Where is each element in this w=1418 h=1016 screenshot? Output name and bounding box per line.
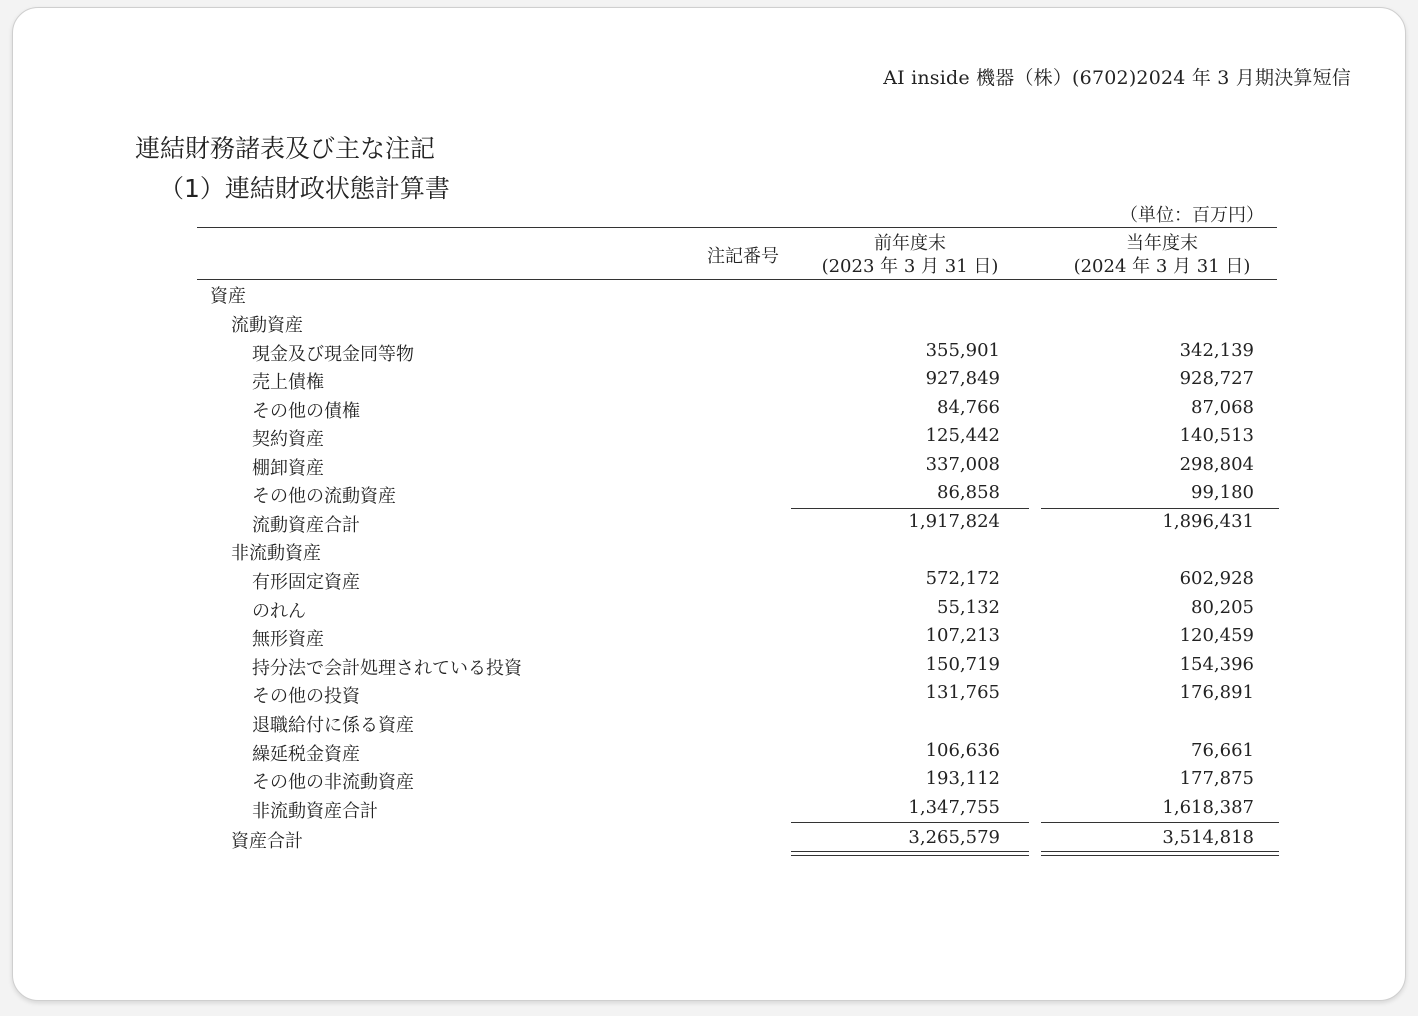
prior-year-value: 125,442 bbox=[925, 425, 1000, 446]
prior-year-value: 572,172 bbox=[925, 568, 1000, 589]
prior-year-value: 193,112 bbox=[925, 768, 1000, 789]
total-double-rule bbox=[791, 851, 1029, 856]
subtotal-rule bbox=[1041, 822, 1279, 823]
row-label: その他の流動資産 bbox=[252, 486, 396, 507]
prior-year-value: 1,917,824 bbox=[908, 511, 1000, 532]
prior-year-value: 55,132 bbox=[937, 597, 1000, 618]
current-year-value: 80,205 bbox=[1191, 597, 1254, 618]
prior-year-value: 337,008 bbox=[925, 454, 1000, 475]
current-year-value: 1,618,387 bbox=[1162, 797, 1254, 818]
table-row bbox=[197, 480, 1277, 508]
table-row bbox=[197, 825, 1277, 853]
column-header-prior-year-label: 前年度末 bbox=[874, 233, 946, 254]
column-header-note: 注記番号 bbox=[707, 246, 779, 267]
row-label: 資産 bbox=[210, 286, 246, 307]
row-label: 無形資産 bbox=[252, 629, 324, 650]
table-row bbox=[197, 738, 1277, 766]
table-top-rule bbox=[197, 227, 1277, 228]
table-row bbox=[197, 280, 1277, 308]
current-year-value: 154,396 bbox=[1179, 654, 1254, 675]
row-label: 非流動資産 bbox=[231, 543, 321, 564]
table-row bbox=[197, 623, 1277, 651]
table-row bbox=[197, 423, 1277, 451]
prior-year-value: 927,849 bbox=[925, 368, 1000, 389]
row-label: 棚卸資産 bbox=[252, 458, 324, 479]
row-label: その他の非流動資産 bbox=[252, 772, 414, 793]
row-label: その他の投資 bbox=[252, 686, 360, 707]
row-label: 流動資産 bbox=[231, 315, 303, 336]
table-row bbox=[197, 709, 1277, 737]
table-row bbox=[197, 795, 1277, 823]
prior-year-value: 107,213 bbox=[925, 625, 1000, 646]
row-label: 資産合計 bbox=[231, 831, 303, 852]
row-label: その他の債権 bbox=[252, 401, 360, 422]
current-year-value: 3,514,818 bbox=[1162, 827, 1254, 848]
prior-year-value: 150,719 bbox=[925, 654, 1000, 675]
document-page bbox=[12, 7, 1406, 1001]
column-header-current-year-date: (2024 年 3 月 31 日) bbox=[1073, 256, 1251, 277]
column-header-prior-year bbox=[791, 232, 1029, 278]
table-row bbox=[197, 595, 1277, 623]
row-label: 現金及び現金同等物 bbox=[252, 344, 414, 365]
section-title: 連結財務諸表及び主な注記 bbox=[135, 134, 436, 163]
current-year-value: 120,459 bbox=[1179, 625, 1254, 646]
row-label: のれん bbox=[252, 601, 306, 622]
prior-year-value: 131,765 bbox=[925, 682, 1000, 703]
table-row bbox=[197, 766, 1277, 794]
subtotal-rule bbox=[791, 822, 1029, 823]
row-label: 有形固定資産 bbox=[252, 572, 360, 593]
prior-year-value: 3,265,579 bbox=[908, 827, 1000, 848]
table-row bbox=[197, 509, 1277, 537]
table-row bbox=[197, 338, 1277, 366]
statement-title: （1）連結財政状態計算書 bbox=[159, 174, 450, 203]
current-year-value: 140,513 bbox=[1179, 425, 1254, 446]
current-year-value: 87,068 bbox=[1191, 397, 1254, 418]
prior-year-value: 1,347,755 bbox=[908, 797, 1000, 818]
table-row bbox=[197, 309, 1277, 337]
current-year-value: 298,804 bbox=[1179, 454, 1254, 475]
row-label: 持分法で会計処理されている投資 bbox=[252, 658, 522, 679]
current-year-value: 1,896,431 bbox=[1162, 511, 1254, 532]
table-row bbox=[197, 680, 1277, 708]
table-row bbox=[197, 566, 1277, 594]
row-label: 流動資産合計 bbox=[252, 515, 360, 536]
current-year-value: 76,661 bbox=[1191, 740, 1254, 761]
row-label: 繰延税金資産 bbox=[252, 744, 360, 765]
prior-year-value: 86,858 bbox=[937, 482, 1000, 503]
prior-year-value: 84,766 bbox=[937, 397, 1000, 418]
row-label: 契約資産 bbox=[252, 429, 324, 450]
table-row bbox=[197, 366, 1277, 394]
current-year-value: 928,727 bbox=[1179, 368, 1254, 389]
total-double-rule bbox=[1041, 851, 1279, 856]
column-header-current-year-label: 当年度末 bbox=[1126, 233, 1198, 254]
prior-year-value: 355,901 bbox=[925, 340, 1000, 361]
unit-note: （単位：百万円） bbox=[1120, 205, 1264, 226]
company-header: AI inside 機器（株）(6702)2024 年 3 月期決算短信 bbox=[883, 67, 1351, 89]
row-label: 売上債権 bbox=[252, 372, 324, 393]
row-label: 退職給付に係る資産 bbox=[252, 715, 414, 736]
table-row bbox=[197, 452, 1277, 480]
column-header-prior-year-date: (2023 年 3 月 31 日) bbox=[821, 256, 999, 277]
prior-year-value: 106,636 bbox=[925, 740, 1000, 761]
table-row bbox=[197, 652, 1277, 680]
row-label: 非流動資産合計 bbox=[252, 801, 378, 822]
current-year-value: 99,180 bbox=[1191, 482, 1254, 503]
table-row bbox=[197, 537, 1277, 565]
current-year-value: 342,139 bbox=[1179, 340, 1254, 361]
current-year-value: 177,875 bbox=[1179, 768, 1254, 789]
current-year-value: 176,891 bbox=[1179, 682, 1254, 703]
current-year-value: 602,928 bbox=[1179, 568, 1254, 589]
column-header-current-year bbox=[1041, 232, 1283, 278]
table-row bbox=[197, 395, 1277, 423]
